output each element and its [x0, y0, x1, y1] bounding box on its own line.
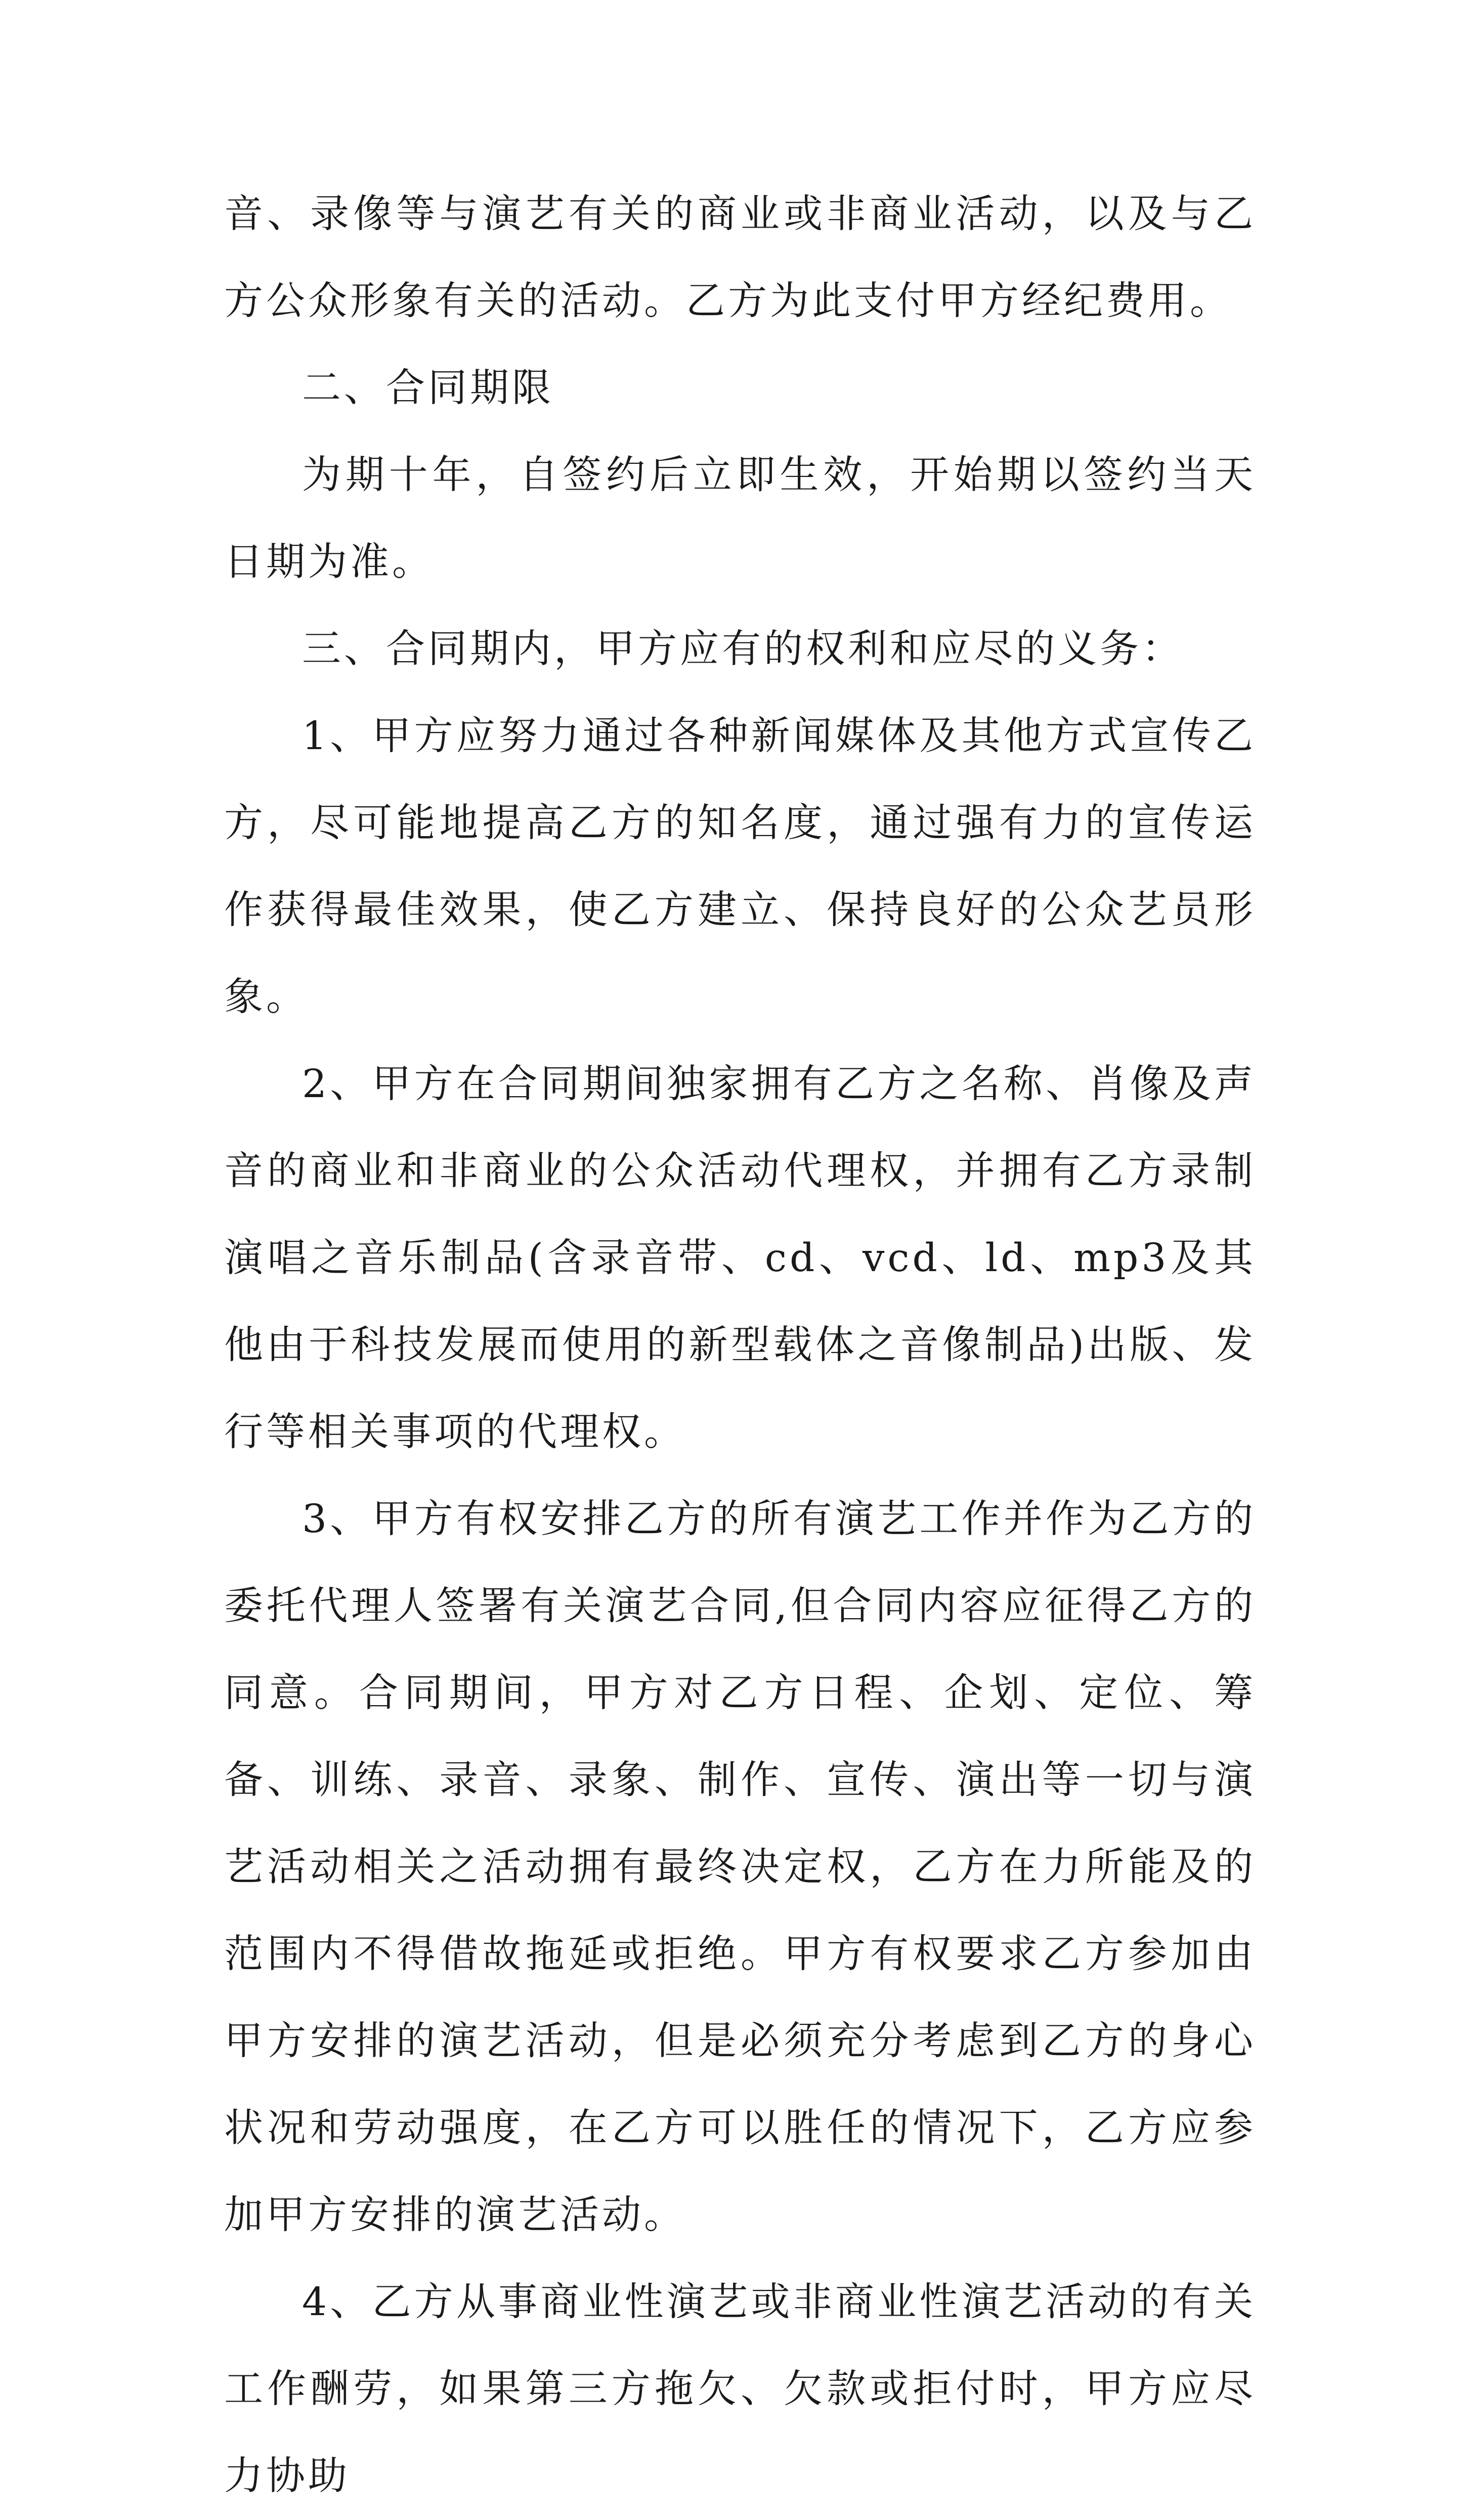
paragraph-contract-term: 为期十年，自签约后立即生效，开始期以签约当天日期为准。: [224, 453, 1256, 585]
clause-1: 1、甲方应努力通过各种新闻媒体及其他方式宣传乙方，尽可能地提高乙方的知名度，通过强有力的宣传运作获得最佳效果，使乙方建立、保持良好的公众艺员形象。: [224, 714, 1256, 1020]
clause-3: 3、甲方有权安排乙方的所有演艺工作并作为乙方的委托代理人签署有关演艺合同,但合同内容应征得乙方的同意。合同期间，甲方对乙方日程、企划、定位、筹备、训练、录音、录象、制作、宣传、演出等一切与演艺活动相关之活动拥有最终决定权，乙方在力所能及的范围内不得借故拖延或拒绝。甲方有权要求乙方参加由甲方安排的演艺活动，但是必须充分考虑到乙方的身心状况和劳动强度，在乙方可以胜任的情况下，乙方应参加甲方安排的演艺活动。: [224, 1497, 1256, 2238]
clause-2: 2、甲方在合同期间独家拥有乙方之名称、肖像及声音的商业和非商业的公众活动代理权，并拥有乙方录制演唱之音乐制品(含录音带、cd、vcd、ld、mp3及其他由于科技发展而使用的新型载体之音像制品)出版、发行等相关事项的代理权。: [224, 1062, 1256, 1455]
section-heading-contract-term: 二、合同期限: [302, 366, 554, 411]
clause-4: 4、乙方从事商业性演艺或非商业性演艺活动的有关工作酬劳，如果第三方拖欠、欠款或拒付时，甲方应尽力协助: [224, 2280, 1256, 2499]
section-heading-party-a-rights: 三、合同期内，甲方应有的权利和应尽的义务：: [302, 627, 1184, 672]
document-body: [224, 171, 1256, 2520]
paragraph-continuation: 音、录像等与演艺有关的商业或非商业活动，以及与乙方公众形象有关的活动。乙方为此支付甲方经纪费用。: [224, 192, 1256, 324]
